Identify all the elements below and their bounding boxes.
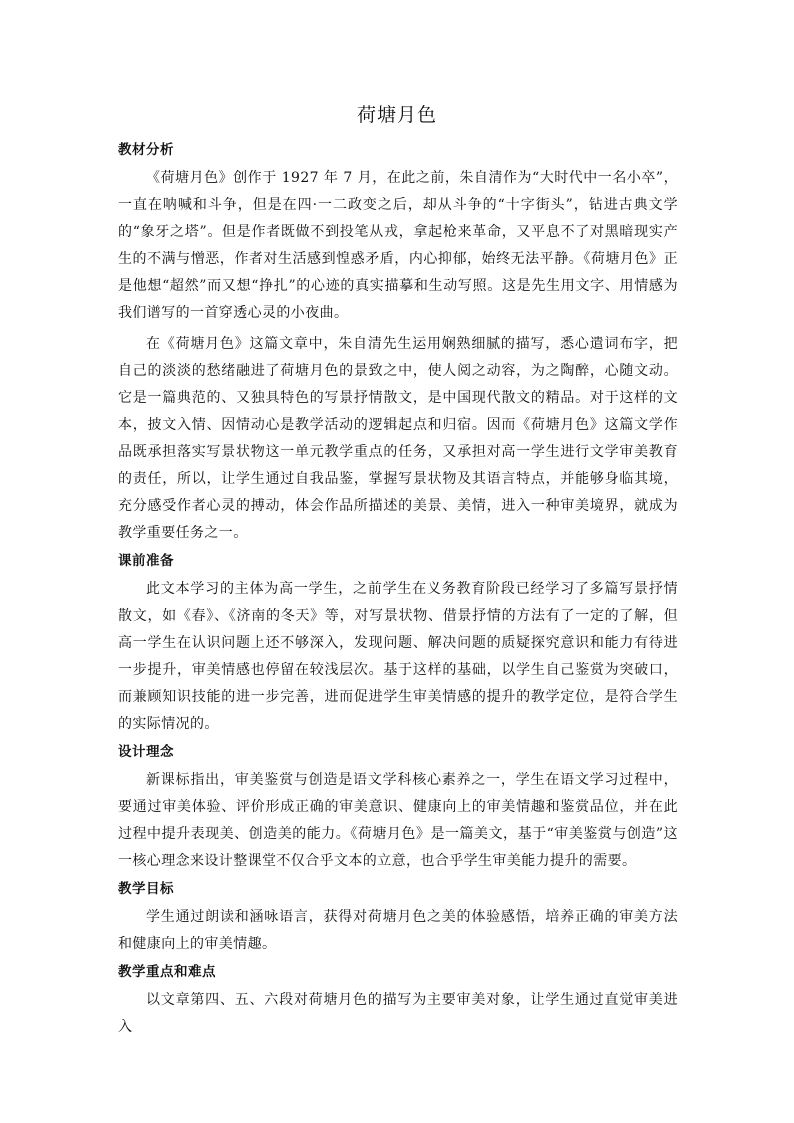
paragraph: 此文本学习的主体为高一学生，之前学生在义务教育阶段已经学习了多篇写景抒情散文，如《春》、《济南的冬天》等，对写景状物、借景抒情的方法有了一定的了解，但高一学生在认识问题上还不够深入，发现问题、解决问题的质疑探究意识和能力有待进一步提升，审美情感也停留在较浅层次。基于这样的基础，以学生自己鉴赏为突破口，而兼顾知识技能的进一步完善，进而促进学生审美情感的提升的教学定位，是符合学生的实际情况的。: [118, 581, 678, 732]
section-key-points: [118, 962, 678, 1041]
page-title: 荷塘月色: [356, 104, 437, 126]
document-body: [118, 140, 678, 1045]
paragraph: 以文章第四、五、六段对荷塘月色的描写为主要审美对象，让学生通过直觉审美进入: [118, 992, 678, 1035]
section-heading: 教材分析: [118, 142, 174, 158]
section-heading: 设计理念: [118, 744, 174, 760]
paragraph: 《荷塘月色》创作于 1927 年 7 月，在此之前，朱自清作为“大时代中一名小卒”，一直在呐喊和斗争，但是在四·一二政变之后，却从斗争的“十字街头”，钻进古典文学的“象牙之塔”。但是作者既做不到投笔从戎，拿起枪来革命，又平息不了对黑暗现实产生的不满与憎恶，作者对生活感到惶惑矛盾，内心抑郁，始终无法平静。《荷塘月色》正是他想“超然”而又想“挣扎”的心迹的真实描摹和生动写照。这是先生用文字、用情感为我们谱写的一首穿透心灵的小夜曲。: [118, 170, 678, 321]
section-heading: 教学目标: [118, 881, 174, 897]
paragraph: 学生通过朗读和涵咏语言，获得对荷塘月色之美的体验感悟，培养正确的审美方法和健康向上的审美情趣。: [118, 909, 678, 952]
paragraph: 在《荷塘月色》这篇文章中，朱自清先生运用娴熟细腻的描写，悉心遣词布字，把自己的淡淡的愁绪融进了荷塘月色的景致之中，使人阅之动容，为之陶醉，心随文动。它是一篇典范的、又独具特色的写景抒情散文，是中国现代散文的精品。对于这样的文本，披文入情、因情动心是教学活动的逻辑起点和归宿。因而《荷塘月色》这篇文学作品既承担落实写景状物这一单元教学重点的任务，又承担对高一学生进行文学审美教育的责任，所以，让学生通过自我品鉴，掌握写景状物及其语言特点，并能够身临其境，充分感受作者心灵的搏动，体会作品所描述的美景、美情，进入一种审美境界，就成为教学重要任务之一。: [118, 336, 678, 541]
section-teaching-goals: [118, 879, 678, 958]
section-heading: 课前准备: [118, 553, 174, 569]
section-heading: 教学重点和难点: [118, 964, 216, 980]
paragraph: 新课标指出，审美鉴赏与创造是语文学科核心素养之一，学生在语文学习过程中，要通过审美体验、评价形成正确的审美意识、健康向上的审美情趣和鉴赏品位，并在此过程中提升表现美、创造美的能力。《荷塘月色》是一篇美文，基于“审美鉴赏与创造”这一核心理念来设计整课堂不仅合乎文本的立意，也合乎学生审美能力提升的需要。: [118, 772, 678, 869]
section-design-concept: [118, 742, 678, 875]
section-textbook-analysis: [118, 140, 678, 547]
section-preparation: [118, 551, 678, 738]
